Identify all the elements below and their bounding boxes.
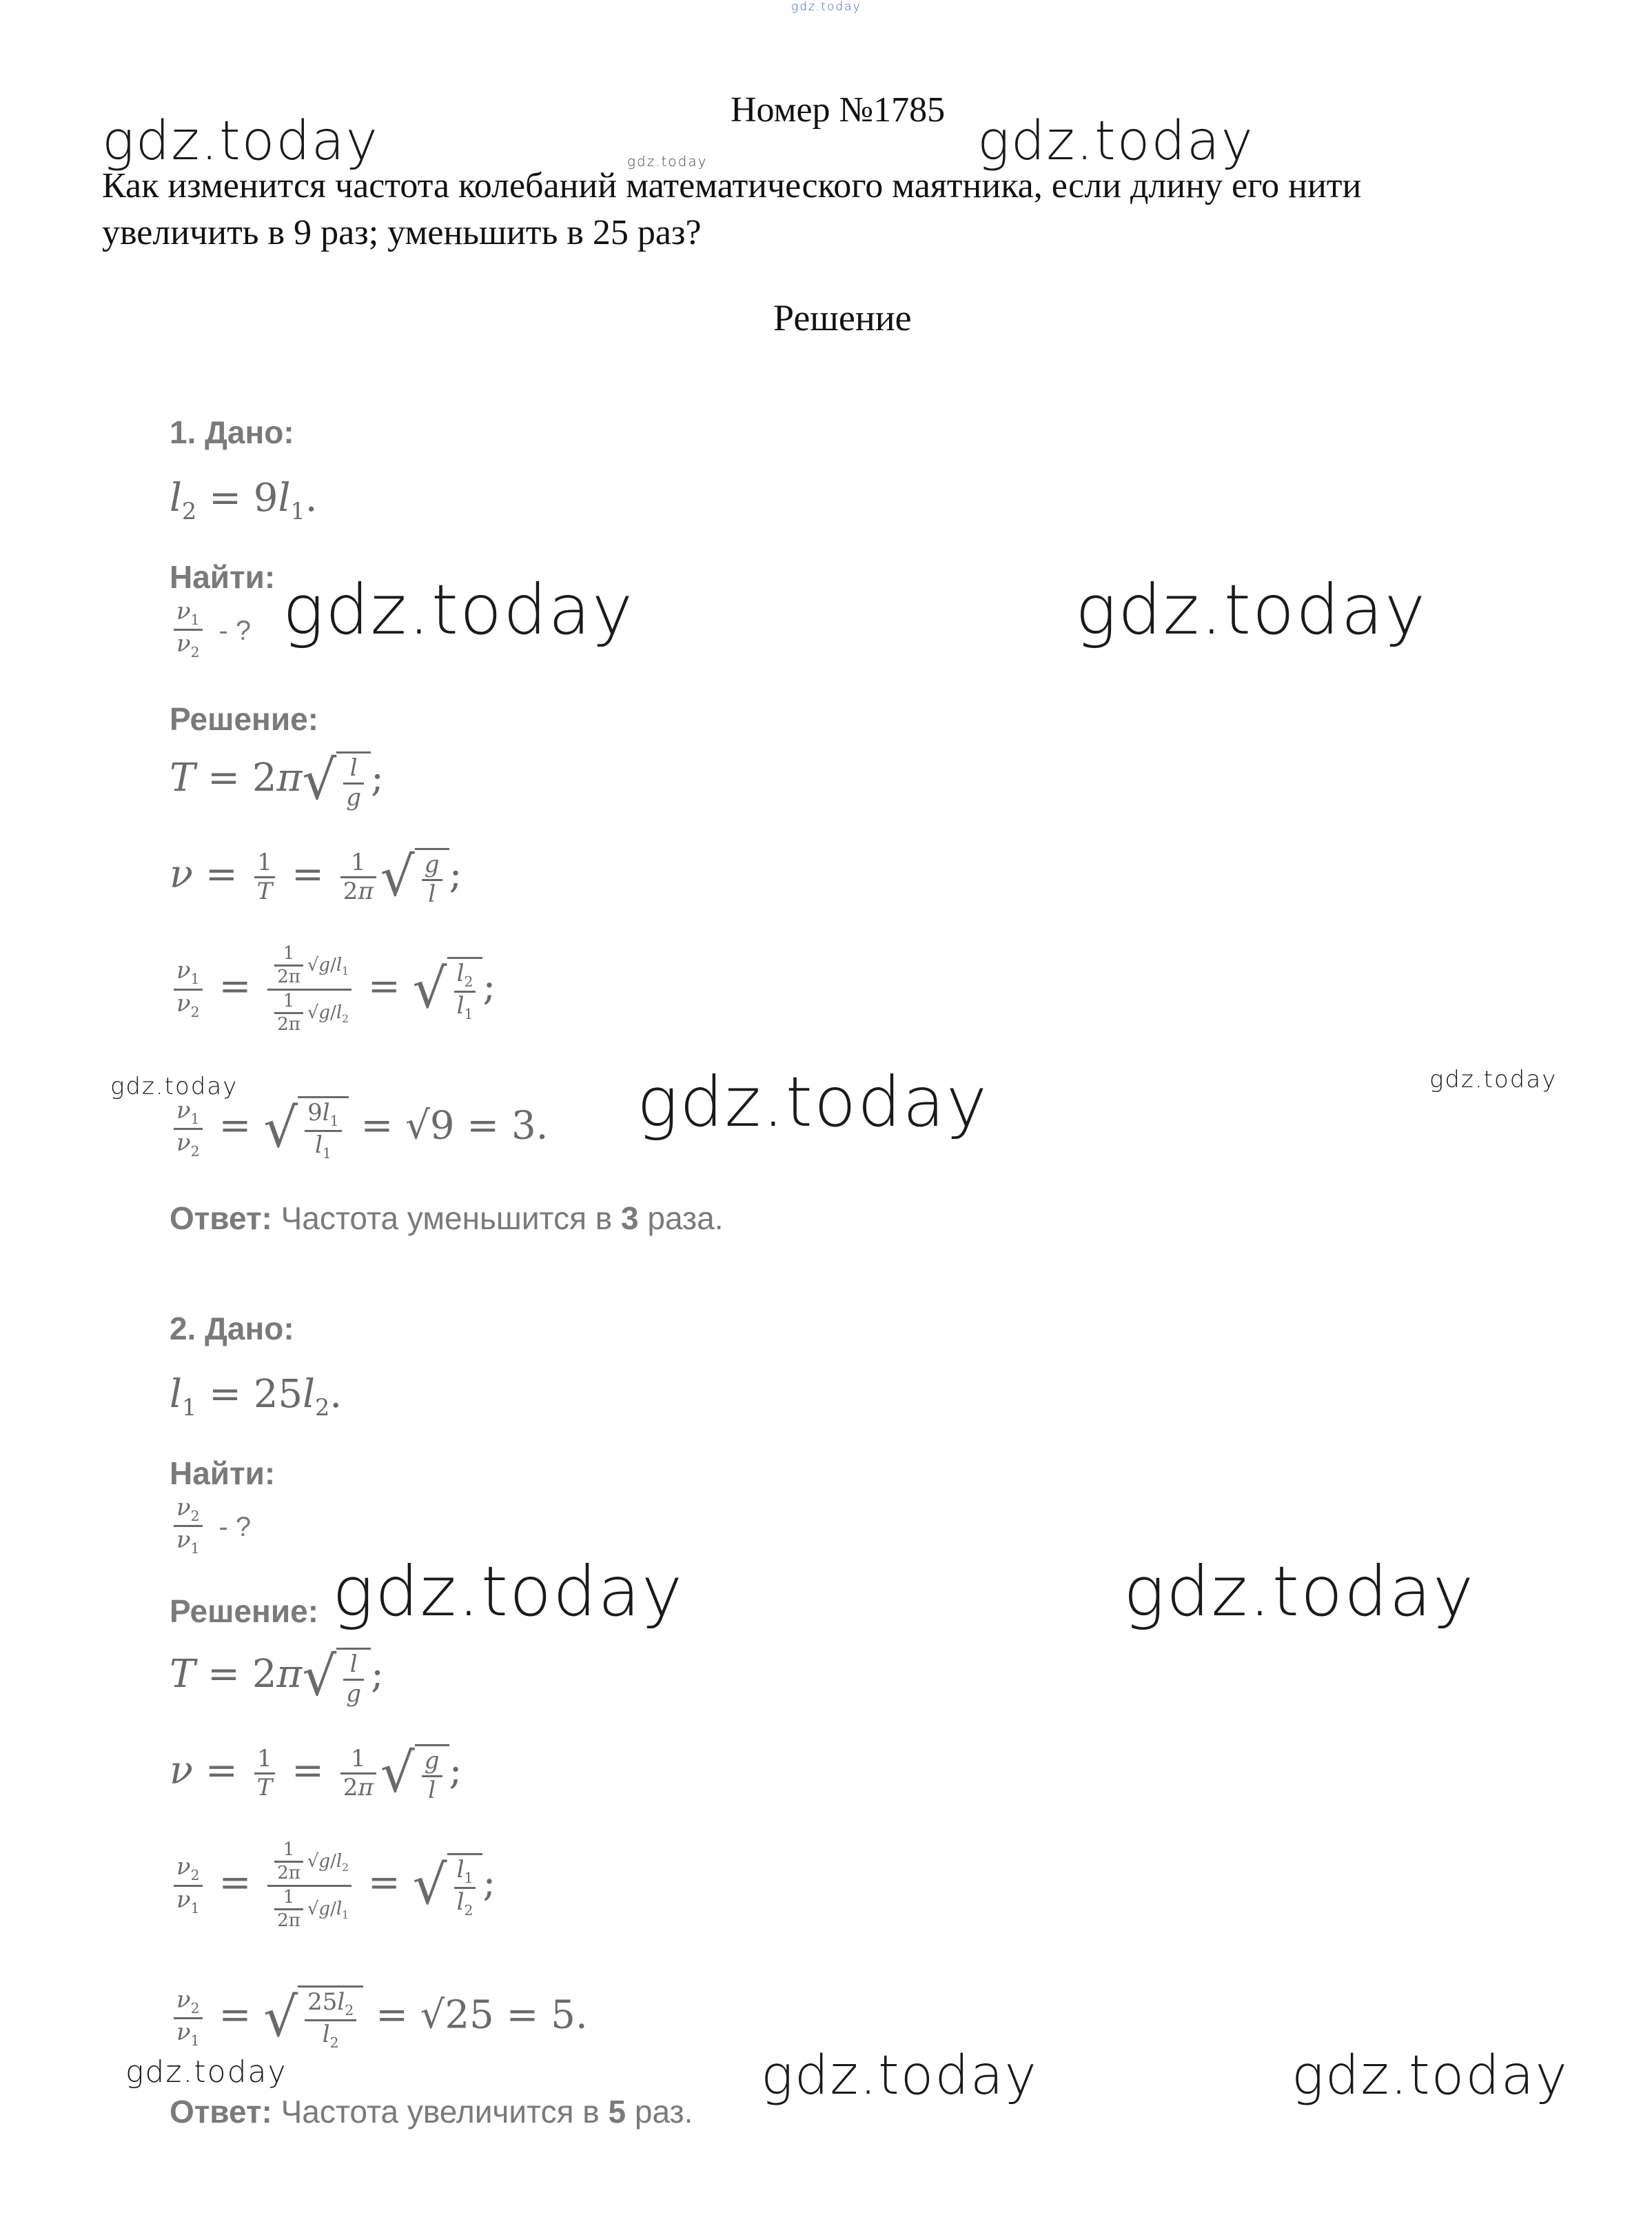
part1-frequency-formula: ν = $\frac{1}{T}$ = $\frac{1}{2\pi}$ √ $\frac{g}{l}$ ; — [170, 845, 462, 909]
part1-find-tail: - ? — [218, 616, 252, 647]
part1-given-formula: $l_2 = 9l_1$. — [170, 476, 318, 525]
watermark-header-right: gdz.today — [977, 110, 1254, 172]
part2-given-formula: $l_1 = 25l_2$. — [170, 1372, 343, 1422]
part2-solution-label: Решение: — [170, 1593, 319, 1629]
watermark-header-left: gdz.today — [102, 110, 379, 172]
watermark-p2-bottom-left: gdz.today — [125, 2054, 287, 2090]
part1-answer-tail: раза. — [647, 1200, 724, 1236]
part2-ratio-formula: $\frac{\nu_2}{\nu_1}$ = $\frac{1}{2\pi}$ $√g/l_2$ $\frac{1}{2\pi}$ $√g/l_1$ = √ $\frac{l_1}{l_2}$ ; — [170, 1841, 496, 1930]
watermark-p2-bottom-center: gdz.today — [761, 2045, 1038, 2107]
part1-answer-label: Ответ: — [170, 1200, 272, 1236]
part1-solution-label: Решение: — [170, 701, 319, 737]
part2-given-label: 2. Дано: — [170, 1311, 294, 1346]
part1-find-formula: $\frac{\nu_1}{\nu_2}$ - ? — [170, 600, 251, 660]
solution-heading: Решение — [773, 297, 912, 338]
part2-find-tail: - ? — [218, 1512, 252, 1543]
question-line-1: Как изменится частота колебаний математического маятника, если длину его нити — [102, 166, 1362, 205]
part2-answer-label: Ответ: — [170, 2094, 272, 2130]
part1-period-formula: T = 2π√ $\frac{l}{g}$ ; — [170, 749, 384, 812]
part1-given-label: 1. Дано: — [170, 414, 294, 450]
watermark-p1-small-right: gdz.today — [1429, 1066, 1558, 1093]
watermark-header-small: gdz.today — [627, 153, 708, 170]
watermark-p2-left: gdz.today — [332, 1551, 684, 1632]
part2-result-formula: $\frac{\nu_2}{\nu_1}$ = √ $\frac{25l_2}{l_2}$ = √25 = 5. — [170, 1985, 588, 2050]
part1-find-label: Найти: — [170, 559, 276, 595]
part2-frequency-formula: ν = $\frac{1}{T}$ = $\frac{1}{2\pi}$ √ $\frac{g}{l}$ ; — [170, 1741, 462, 1805]
part1-ratio-formula: $\frac{\nu_1}{\nu_2}$ = $\frac{1}{2\pi}$ $√g/l_1$ $\frac{1}{2\pi}$ $√g/l_2$ = √ $\frac{l_2}{l_1}$ ; — [170, 944, 496, 1034]
watermark-p1-find-right: gdz.today — [1075, 569, 1427, 650]
watermark-p1-small-left: gdz.today — [110, 1073, 238, 1100]
part1-answer-text: Частота уменьшится в — [281, 1200, 613, 1236]
watermark-p1-center: gdz.today — [637, 1062, 989, 1142]
part2-answer — [170, 2093, 693, 2130]
watermark-top: gdz.today — [791, 0, 861, 14]
part2-answer-number: 5 — [608, 2094, 626, 2130]
part2-find-label: Найти: — [170, 1455, 276, 1491]
watermark-p1-find-left: gdz.today — [283, 569, 635, 650]
problem-number-title: Номер №1785 — [731, 90, 946, 130]
part2-find-formula: $\frac{\nu_2}{\nu_1}$ - ? — [170, 1496, 251, 1556]
part1-result-formula: $\frac{\nu_1}{\nu_2}$ = √ $\frac{9l_1}{l_1}$ = √9 = 3. — [170, 1096, 548, 1161]
watermark-p2-bottom-right: gdz.today — [1292, 2045, 1569, 2107]
part2-period-formula: T = 2π√ $\frac{l}{g}$ ; — [170, 1645, 384, 1708]
part2-answer-tail: раз. — [634, 2094, 693, 2130]
part2-answer-text: Частота увеличится в — [281, 2094, 600, 2130]
watermark-p2-right: gdz.today — [1123, 1551, 1476, 1632]
question-line-2: увеличить в 9 раз; уменьшить в 25 раз? — [102, 213, 702, 252]
part1-answer-number: 3 — [621, 1200, 639, 1236]
part1-answer — [170, 1200, 723, 1237]
